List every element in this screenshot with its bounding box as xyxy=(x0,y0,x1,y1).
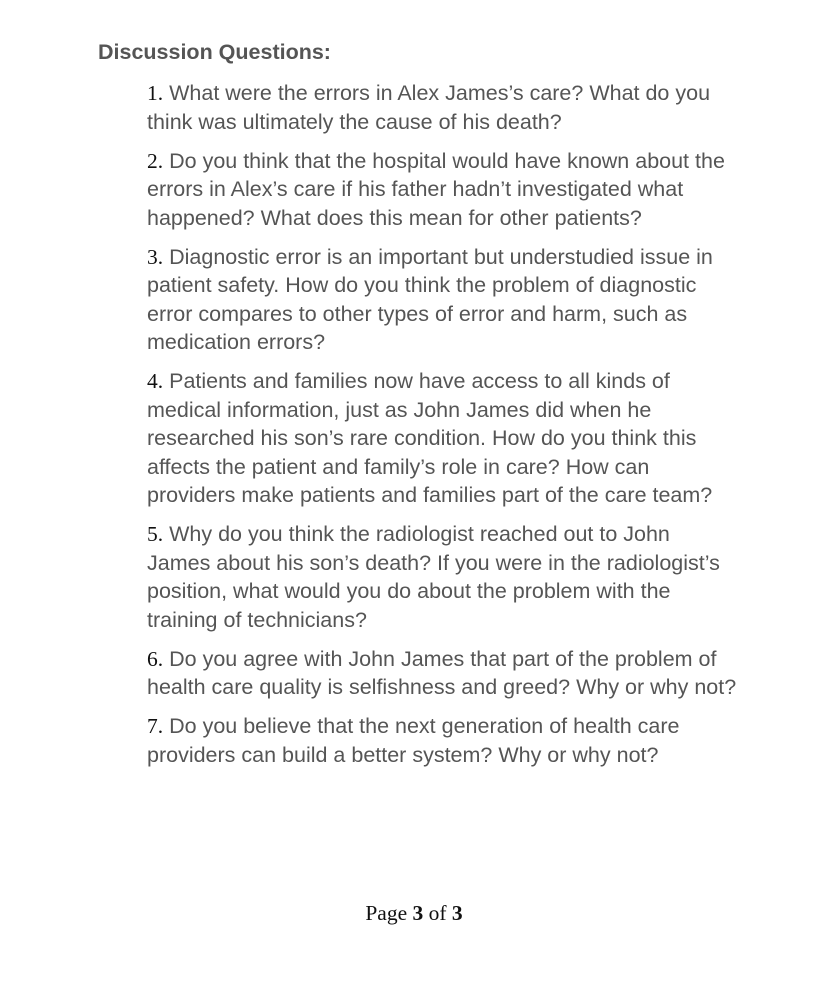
question-text: Do you believe that the next generation of health care providers can build a better system? Why or why not? xyxy=(147,714,680,767)
question-item xyxy=(147,79,737,136)
page-word: Page xyxy=(365,901,408,925)
question-item xyxy=(147,147,737,233)
section-heading: Discussion Questions: xyxy=(98,40,331,64)
current-page-number: 3 xyxy=(412,901,424,925)
question-text: What were the errors in Alex James’s care? What do you think was ultimately the cause of his death? xyxy=(147,81,711,134)
question-item xyxy=(147,645,737,702)
question-text: Patients and families now have access to all kinds of medical information, just as John James did when he researched his son’s rare condition. How do you think this affects the patient and family’s role in care? How can providers make patients and families part of the care team? xyxy=(147,369,713,507)
question-text: Do you think that the hospital would have known about the errors in Alex’s care if his father hadn’t investigated what happened? What does this mean for other patients? xyxy=(147,148,725,230)
question-item xyxy=(147,367,737,510)
of-word: of xyxy=(428,901,447,925)
question-item xyxy=(147,712,737,769)
question-number: 1. xyxy=(147,81,164,105)
page-footer xyxy=(0,901,828,926)
question-number: 3. xyxy=(147,244,164,269)
question-text: Diagnostic error is an important but understudied issue in patient safety. How do you think the problem of diagnostic error compares to other types of error and harm, such as medication errors? xyxy=(147,244,713,354)
question-number: 4. xyxy=(147,369,164,393)
question-number: 2. xyxy=(147,148,164,173)
question-text: Why do you think the radiologist reached out to John James about his son’s death? If you were in the radiologist’s position, what would you do about the problem with the training of technicians? xyxy=(147,522,720,632)
question-number: 6. xyxy=(147,646,164,671)
question-number: 5. xyxy=(147,522,164,546)
question-number: 7. xyxy=(147,714,164,738)
question-item xyxy=(147,243,737,357)
question-list xyxy=(147,79,737,780)
question-item xyxy=(147,520,737,634)
total-pages-number: 3 xyxy=(451,901,463,925)
question-text: Do you agree with John James that part of the problem of health care quality is selfishness and greed? Why or why not? xyxy=(147,646,737,699)
